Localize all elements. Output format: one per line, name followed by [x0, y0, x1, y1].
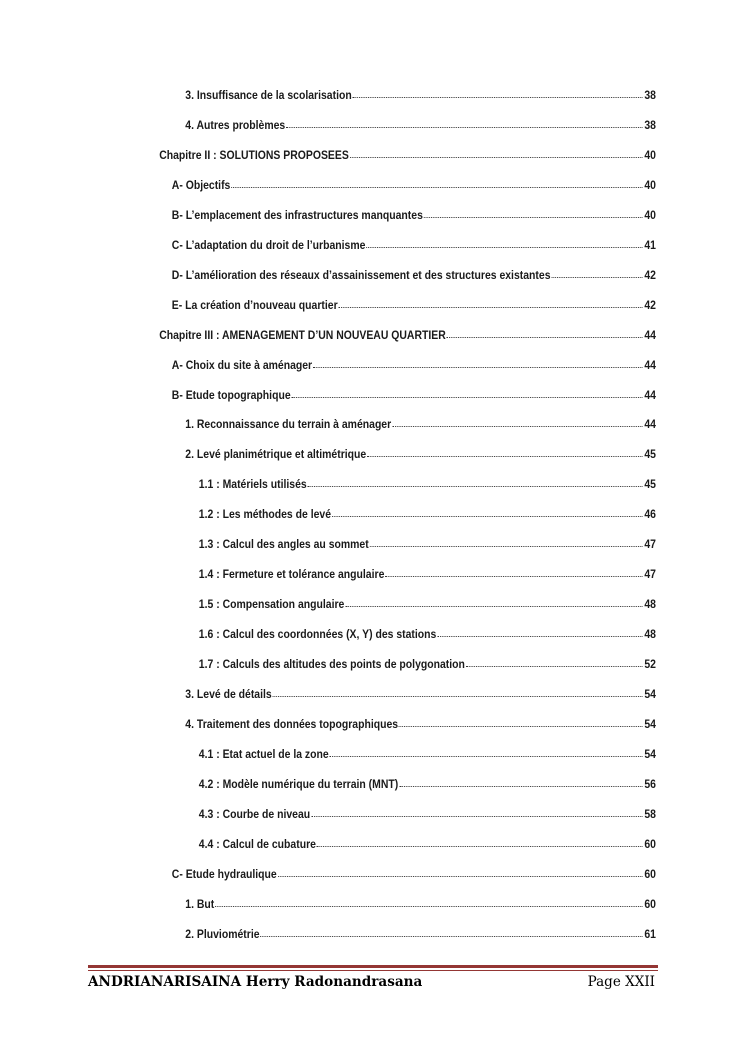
toc-entry[interactable] — [172, 174, 656, 192]
toc-entry-title: 3. Levé de détails — [185, 688, 272, 701]
toc-entry-title: 4.3 : Courbe de niveau — [198, 807, 311, 821]
footer-rule-thin — [88, 970, 658, 971]
toc-entry[interactable] — [185, 713, 656, 731]
toc-entry-page: 42 — [644, 298, 656, 312]
toc-entry-page: 54 — [644, 717, 656, 731]
toc-dot-leader — [332, 516, 643, 517]
toc-entry[interactable] — [185, 413, 656, 431]
toc-entry[interactable] — [199, 563, 656, 581]
toc-dot-leader — [308, 486, 643, 487]
toc-entry-page: 54 — [644, 747, 656, 761]
toc-dot-leader — [424, 217, 643, 218]
toc-dot-leader — [392, 426, 642, 427]
toc-entry-page: 41 — [644, 238, 656, 252]
toc-entry-page: 44 — [644, 418, 656, 432]
toc-entry-title: 1.1 : Matériels utilisés — [198, 478, 307, 492]
toc-entry-page: 38 — [644, 89, 656, 102]
toc-entry-page: 48 — [644, 598, 656, 612]
toc-entry-title: 1. Reconnaissance du terrain à aménager — [185, 418, 392, 432]
toc-entry-title: 4.1 : Etat actuel de la zone — [198, 747, 329, 761]
toc-entry-page: 48 — [644, 628, 656, 642]
toc-entry[interactable] — [199, 773, 656, 791]
toc-entry[interactable] — [172, 204, 656, 222]
toc-entry-title: C- Etude hydraulique — [171, 867, 277, 881]
toc-entry[interactable] — [172, 234, 656, 252]
toc-dot-leader — [345, 606, 642, 607]
toc-entry-title: 1. But — [185, 897, 215, 911]
toc-entry[interactable] — [199, 803, 656, 821]
toc-entry[interactable] — [185, 893, 656, 911]
toc-entry[interactable] — [185, 84, 656, 102]
toc-dot-leader — [231, 187, 642, 188]
toc-entry-page: 45 — [644, 478, 656, 492]
toc-entry-title: B- Etude topographique — [171, 388, 291, 402]
toc-entry-title: A- Objectifs — [171, 178, 231, 192]
toc-entry[interactable] — [172, 354, 656, 372]
footer-rule — [88, 965, 658, 968]
toc-dot-leader — [353, 97, 643, 98]
toc-entry-title: A- Choix du site à aménager — [171, 358, 313, 372]
toc-dot-leader — [278, 876, 643, 877]
toc-dot-leader — [260, 936, 642, 937]
toc-entry-title: B- L’emplacement des infrastructures manquantes — [171, 208, 423, 222]
toc-dot-leader — [447, 337, 643, 338]
toc-entry-title: C- L’adaptation du droit de l’urbanisme — [171, 238, 366, 252]
toc-entry-title: 4. Traitement des données topographiques — [185, 717, 399, 731]
toc-entry[interactable] — [185, 114, 656, 132]
toc-entry-page: 40 — [644, 208, 656, 222]
toc-dot-leader — [551, 277, 642, 278]
toc-entry-page: 42 — [644, 268, 656, 282]
toc-entry-page: 40 — [644, 148, 656, 162]
toc-dot-leader — [311, 816, 643, 817]
toc-dot-leader — [215, 906, 642, 907]
toc-entry[interactable] — [159, 144, 656, 162]
toc-entry-page: 47 — [644, 538, 656, 552]
toc-entry-title: 3. Insuffisance de la scolarisation — [185, 89, 352, 102]
toc-dot-leader — [286, 127, 642, 128]
toc-dot-leader — [317, 846, 643, 847]
toc-dot-leader — [466, 666, 643, 667]
toc-entry[interactable] — [199, 743, 656, 761]
toc-entry[interactable] — [199, 593, 656, 611]
toc-entry-page: 60 — [644, 837, 656, 851]
toc-entry[interactable] — [199, 533, 656, 551]
toc-dot-leader — [437, 636, 642, 637]
footer-author: ANDRIANARISAINA Herry Radonandrasana — [88, 974, 423, 990]
toc-entry[interactable] — [185, 443, 656, 461]
toc-entry-title: 2. Pluviométrie — [185, 927, 260, 941]
toc-entry-title: 1.4 : Fermeture et tolérance angulaire — [198, 568, 385, 582]
toc-entry[interactable] — [172, 264, 656, 282]
footer-page-number: Page XXII — [587, 974, 655, 990]
toc-dot-leader — [330, 756, 643, 757]
toc-dot-leader — [367, 456, 642, 457]
toc-dot-leader — [366, 247, 642, 248]
toc-entry-page: 44 — [644, 328, 656, 342]
toc-entry-page: 58 — [644, 807, 656, 821]
toc-entry-title: 4. Autres problèmes — [185, 118, 286, 132]
toc-entry[interactable] — [159, 324, 656, 342]
toc-entry[interactable] — [172, 863, 656, 881]
toc-dot-leader — [399, 726, 643, 727]
toc-dot-leader — [385, 576, 642, 577]
toc-dot-leader — [370, 546, 643, 547]
toc-entry-page: 45 — [644, 448, 656, 462]
toc-entry-page: 47 — [644, 568, 656, 582]
toc-entry-page: 60 — [644, 897, 656, 911]
toc-entry-title: 1.3 : Calcul des angles au sommet — [198, 538, 369, 552]
toc-entry-page: 40 — [644, 178, 656, 192]
toc-entry[interactable] — [199, 833, 656, 851]
toc-entry-title: 1.7 : Calculs des altitudes des points de polygonation — [198, 658, 465, 672]
toc-entry[interactable] — [185, 683, 656, 701]
toc-entry-title: D- L’amélioration des réseaux d’assainissement et des structures existantes — [171, 268, 551, 282]
toc-entry-title: 4.4 : Calcul de cubature — [198, 837, 316, 851]
toc-entry[interactable] — [199, 653, 656, 671]
toc-entry-page: 44 — [644, 388, 656, 402]
toc-entry-page: 54 — [644, 688, 656, 701]
toc-entry-title: 1.6 : Calcul des coordonnées (X, Y) des stations — [198, 628, 437, 642]
toc-entry[interactable] — [199, 503, 656, 521]
toc-entry[interactable] — [172, 294, 656, 312]
toc-dot-leader — [350, 157, 643, 158]
toc-entry-page: 38 — [644, 118, 656, 132]
toc-entry-page: 52 — [644, 658, 656, 672]
toc-dot-leader — [339, 307, 643, 308]
toc-entry-title: 1.5 : Compensation angulaire — [198, 598, 345, 612]
toc-entry-page: 44 — [644, 358, 656, 372]
toc-entry-title: 2. Levé planimétrique et altimétrique — [185, 448, 367, 462]
toc-dot-leader — [399, 786, 642, 787]
toc-entry-page: 56 — [644, 777, 656, 791]
toc-entry-title: 1.2 : Les méthodes de levé — [198, 508, 332, 522]
toc-entry[interactable] — [199, 473, 656, 491]
toc-entry-title: 4.2 : Modèle numérique du terrain (MNT) — [198, 777, 399, 791]
toc-entry[interactable] — [185, 923, 656, 941]
toc-dot-leader — [313, 367, 643, 368]
toc-entry[interactable] — [199, 623, 656, 641]
toc-dot-leader — [292, 397, 643, 398]
toc-entry-page: 46 — [644, 508, 656, 522]
toc-dot-leader — [273, 696, 643, 697]
toc-entry-title: Chapitre III : AMENAGEMENT D’UN NOUVEAU QUARTIER — [159, 328, 446, 342]
toc-entry-title: Chapitre II : SOLUTIONS PROPOSEES — [159, 148, 349, 162]
toc-entry[interactable] — [172, 384, 656, 402]
toc-entry-page: 60 — [644, 867, 656, 881]
toc-entry-title: E- La création d’nouveau quartier — [171, 298, 338, 312]
toc-entry-page: 61 — [644, 927, 656, 941]
